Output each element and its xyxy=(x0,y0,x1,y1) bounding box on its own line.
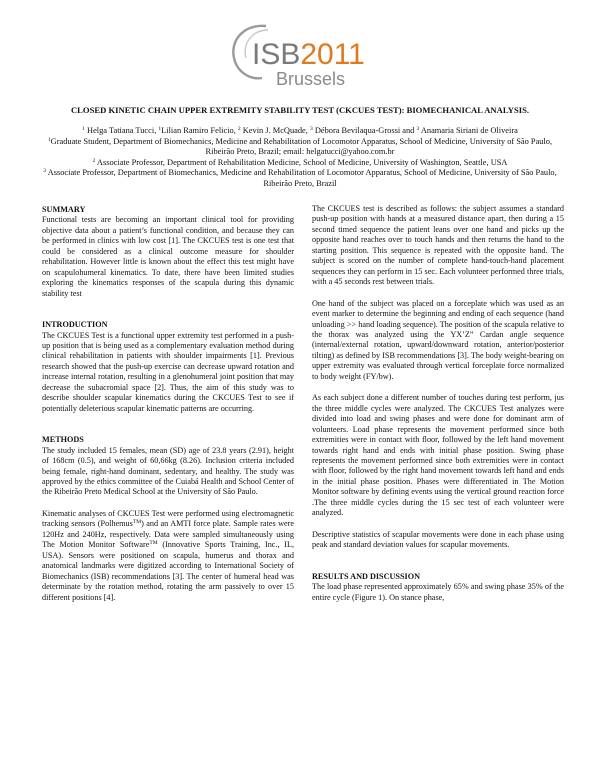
isb-2011-logo xyxy=(222,18,392,88)
methods-heading: METHODS xyxy=(42,435,84,445)
logo-isb: ISB2011 xyxy=(252,38,365,71)
phases-paragraph: As each subject done a different number of touches during test perform, jus the three middle cycles were analyzed. The CKCUES Test analyzes were divided into load and swing phases and were done for dominant arm of volunteers. Load phase represents the movement performed since both extremities were in contact with floor, followed by the left hand movement towards right hand and ends with initial phase position. Swing phase represents the movement performed since both extremities were in contact with floor, followed by the right hand movement towards left hand and ends in the initial phase position. Phases were differentiated in The Motion Monitor software by defining events using the vertical ground reaction force .The three middle cycles during the 15 sec test of each volunteer were analyzed. xyxy=(312,393,564,518)
methods-paragraph-2: Kinematic analyses of CKCUES Test were performed using electromagnetic tracking sensors (Polhemus™) and an AMTI force plate. Sample rates were 120Hz and 240Hz, respectively. Data were sampled simultaneously using The Motion Monitor Software™ (Innovative Sports Training, Inc., IL, USA). Sensors were positioned on scapula, humerus and thorax and anatomical landmarks were digitized according to International Society of Biomechanics (ISB) recommendations [3]. The center of humeral head was determinate by the rotation method, rotating the arm passively to over 15 different positions [4]. xyxy=(42,508,295,602)
right-column xyxy=(312,204,564,603)
methods-paragraph-1: The study included 15 females, mean (SD) age of 23.8 years (2.91), height of 168cm (0.5), and weight of 60,66kg (8.26). Inclusion criteria included being female, right-hand dominant, sedentary, and healthy. The study was approved by the ethics committee of the Cuiabá Health and School Center of the Ribeirão Preto Medical School at the University of São Paulo. xyxy=(42,445,294,497)
statistics-paragraph: Descriptive statistics of scapular movements were done in each phase using peak and standard deviation values for scapular movements. xyxy=(312,529,564,550)
affiliation-1: $^1$Graduate Student, Department of Biomechanics, Medicine and Rehabilitation of Locomotor Apparatus, School of Medicine, University of São Paulo, Ribeirão Preto, Brazil; email: helgatucci@yahoo.com.br xyxy=(47,136,553,157)
affiliation-2: $^2$ Associate Professor, Department of Rehabilitation Medicine, School of Medicine, University of Washington, Seattle, USA xyxy=(92,157,508,167)
logo-year: 2011 xyxy=(300,38,365,71)
logo-city: Brussels xyxy=(276,69,346,89)
authors-affiliations xyxy=(40,126,560,190)
introduction-heading: INTRODUCTION xyxy=(42,320,108,330)
forceplate-paragraph: One hand of the subject was placed on a forceplate which was used as an event marker to determine the beginning and ending of each sequence (hand unloading >> hand loading sequence). The position of the scapula relative to the thorax was analyzed using the YX’Z” Cardan angle sequence (internal/external rotation, upward/downward rotation, anterior/posterior tilting) as defined by ISB recommendations [3]. The body weight-bearing on upper extremity was evaluated through vertical forceplate force normalized to body weight (FY/bw). xyxy=(312,298,564,381)
affiliation-3: $^3$ Associate Professor, Department of Biomechanics, Medicine and Rehabilitation of Locomotor Apparatus, School of Medicine, University of São Paulo, Ribeirão Preto, Brazil xyxy=(43,168,557,188)
test-description-paragraph: The CKCUES test is described as follows: the subject assumes a standard push-up position with hands at a measured distance apart, then during a 15 second timed sequence the patient leans over one hand and picks up the opposite hand reaches over to touch hands and then returns the hand to the starting position. This sequence is repeated with the opposite hand. The subject is scored on the number of complete hand-touch-hand placement sequences they can perform in 15 sec. Each volunteer performed three trials, with a 45 seconds rest between trials. xyxy=(312,204,564,287)
summary-heading: SUMMARY xyxy=(42,205,86,214)
results-text: The load phase represented approximately 65% and swing phase 35% of the entire cycle (Figure 1). On stance phase, xyxy=(312,582,564,602)
left-column xyxy=(42,205,294,603)
summary-text: Functional tests are becoming an important clinical tool for providing objective data about a patient’s functional condition, and because they can be performed in clinics with low cost [1]. The CKCUES test is one test that could be considered as a clinical outcome measure for shoulder rehabilitation. However little is known about the effect this test might have on scapulohumeral kinematics. To date, there have been limited studies exploring the kinematics responses of the scapula during this dynamic stability test xyxy=(42,215,294,298)
author-list: $^1$ Helga Tatiana Tucci, $^1$Lilian Ramiro Felicio, $^2$ Kevin J. McQuade, $^3$ Débora Bevilaqua-Grossi and $^3$ Anamaria Siriani de Oliveira xyxy=(82,126,518,135)
introduction-text: The CKCUES Test is a functional upper extremity test performed in a push-up position that is being used as a complementary evaluation method during clinical rehabilitation in patients with shoulder impairments [1]. Previous research showed that the push-up exercise can decrease upward rotation and increase internal rotation, resulting in a glenohumeral joint position that may decrease the subacromial space [2]. Thus, the aim of this study was to describe shoulder scapular kinematics during the CKCUES Test to see if potentially deleterious scapular kinematic patterns are occurring. xyxy=(42,330,294,413)
paper-title: CLOSED KINETIC CHAIN UPPER EXTREMITY STABILITY TEST (CKCUES TEST): BIOMECHANICAL ANALYSIS. xyxy=(70,105,530,115)
results-heading: RESULTS AND DISCUSSION xyxy=(312,571,420,581)
